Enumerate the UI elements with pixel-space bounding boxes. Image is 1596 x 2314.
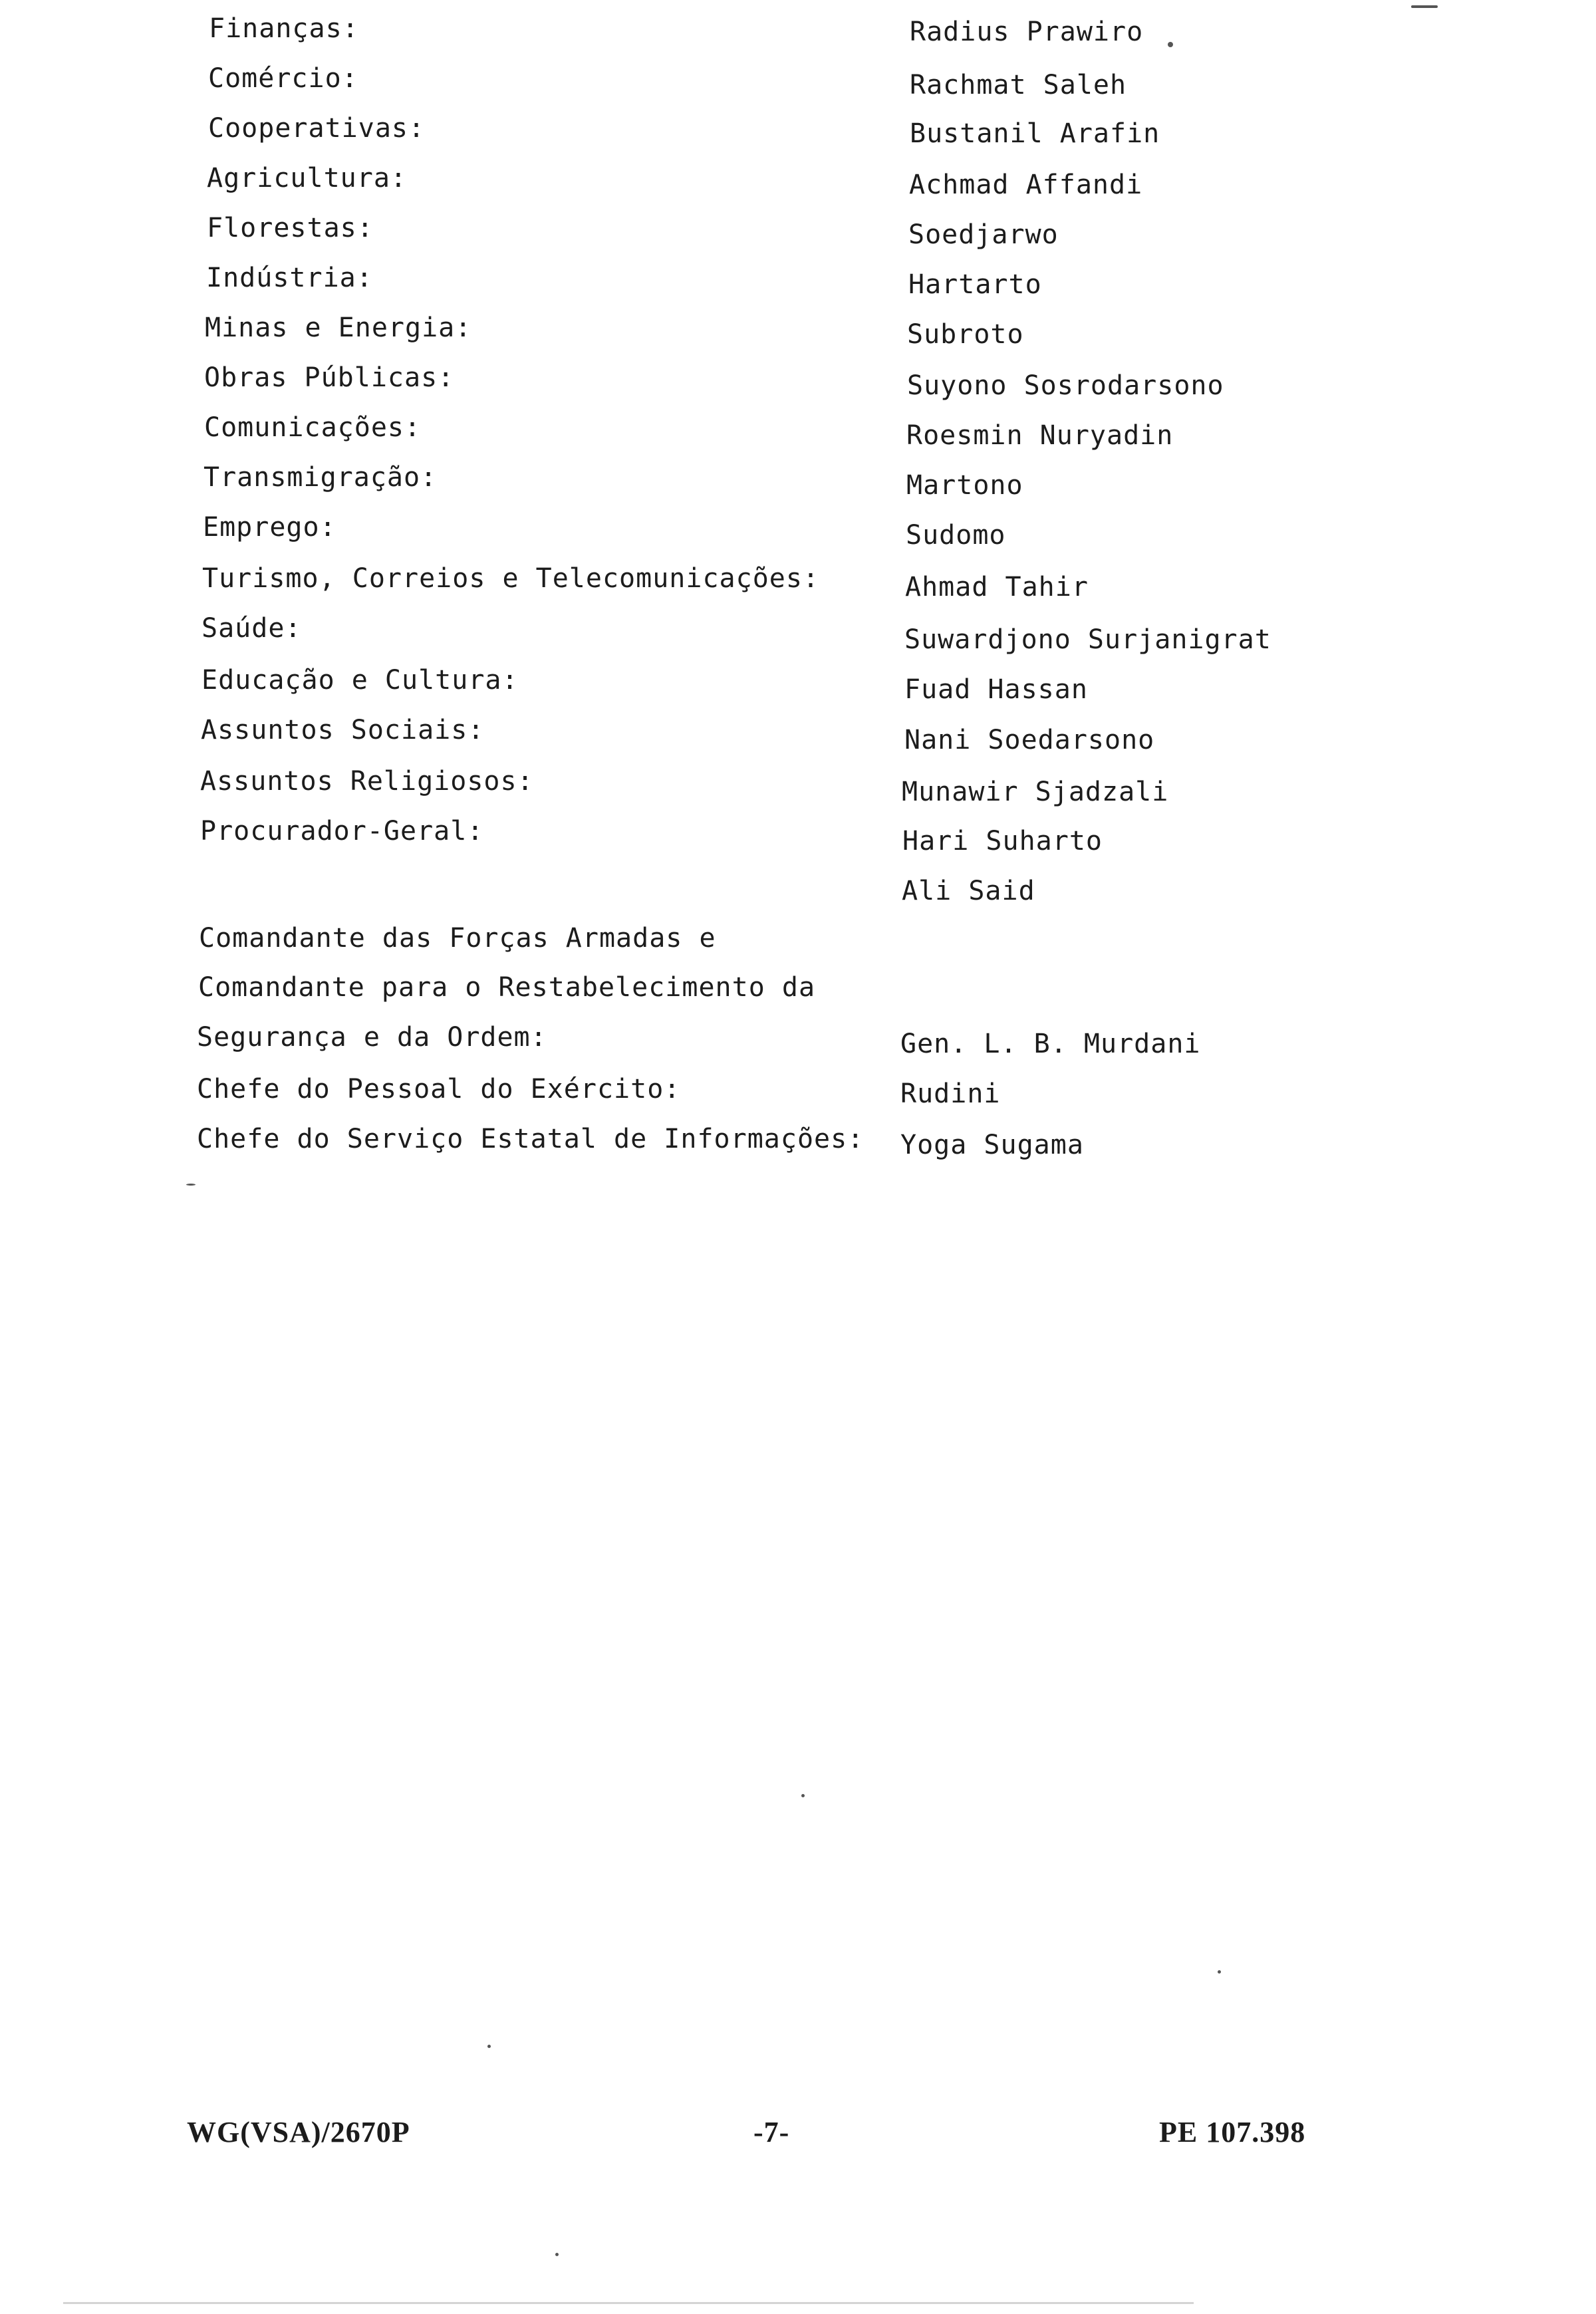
ministry-title-emprego: Emprego: (203, 512, 336, 543)
ministry-title-cooperativas: Cooperativas: (208, 113, 426, 144)
extra-name: Ali Said (902, 876, 1035, 906)
minister-name-agricultura: Achmad Affandi (909, 170, 1143, 200)
footer-page-number: -7- (753, 2116, 790, 2148)
ministry-title-turismo: Turismo, Correios e Telecomunicações: (202, 563, 820, 594)
intel-chief-title: Chefe do Serviço Estatal de Informações: (197, 1124, 864, 1154)
ministry-title-procurador-geral: Procurador-Geral: (200, 816, 484, 846)
minister-name-transmigracao: Martono (906, 470, 1023, 501)
scan-speck (1218, 1970, 1221, 1974)
ministry-title-florestas: Florestas: (207, 213, 374, 243)
ministry-title-comercio: Comércio: (208, 63, 358, 94)
ministry-title-comunicacoes: Comunicações: (204, 412, 422, 443)
minister-name-turismo: Ahmad Tahir (905, 572, 1089, 602)
footer-pe-number: PE 107.398 (1159, 2116, 1306, 2148)
commander-title-line-3: Segurança e da Ordem: (197, 1022, 547, 1053)
scan-speck (1168, 42, 1173, 47)
ministry-title-educacao: Educação e Cultura: (201, 665, 519, 696)
commander-title-line-2: Comandante para o Restabelecimento da (198, 972, 816, 1003)
scan-speck (1411, 5, 1438, 8)
minister-name-obras-publicas: Suyono Sosrodarsono (907, 370, 1224, 401)
scan-edge-line (63, 2302, 1194, 2304)
minister-name-financas: Radius Prawiro (910, 17, 1144, 47)
minister-name-cooperativas: Bustanil Arafin (910, 118, 1160, 149)
ministry-title-obras-publicas: Obras Públicas: (204, 362, 455, 393)
minister-name-comunicacoes: Roesmin Nuryadin (906, 420, 1174, 451)
ministry-title-transmigracao: Transmigração: (203, 462, 438, 493)
scan-speck (487, 2045, 491, 2048)
ministry-title-agricultura: Agricultura: (207, 163, 407, 193)
commander-name: Gen. L. B. Murdani (900, 1029, 1201, 1059)
minister-name-comercio: Rachmat Saleh (910, 70, 1127, 100)
army-chief-title: Chefe do Pessoal do Exército: (197, 1074, 681, 1104)
ministry-title-assuntos-religiosos: Assuntos Religiosos: (200, 766, 534, 797)
minister-name-emprego: Sudomo (906, 520, 1006, 551)
minister-name-procurador-geral: Hari Suharto (902, 826, 1103, 856)
scan-speck (186, 1184, 196, 1186)
footer-doc-ref: WG(VSA)/2670P (187, 2116, 410, 2148)
minister-name-florestas: Soedjarwo (908, 219, 1059, 250)
ministry-title-minas-energia: Minas e Energia: (205, 313, 472, 343)
minister-name-assuntos-religiosos: Munawir Sjadzali (902, 777, 1169, 807)
ministry-title-financas: Finanças: (209, 13, 359, 44)
minister-name-saude: Suwardjono Surjanigrat (904, 624, 1271, 655)
minister-name-assuntos-sociais: Nani Soedarsono (904, 725, 1155, 755)
scan-speck (555, 2253, 559, 2256)
minister-name-educacao: Fuad Hassan (904, 674, 1088, 705)
army-chief-name: Rudini (900, 1079, 1001, 1109)
intel-chief-name: Yoga Sugama (900, 1130, 1084, 1160)
ministry-title-industria: Indústria: (206, 263, 373, 293)
minister-name-industria: Hartarto (908, 269, 1042, 300)
scan-speck (801, 1794, 805, 1797)
commander-title-line-1: Comandante das Forças Armadas e (199, 923, 716, 954)
ministry-title-saude: Saúde: (201, 613, 302, 644)
minister-name-minas-energia: Subroto (907, 319, 1024, 350)
ministry-title-assuntos-sociais: Assuntos Sociais: (201, 715, 485, 745)
